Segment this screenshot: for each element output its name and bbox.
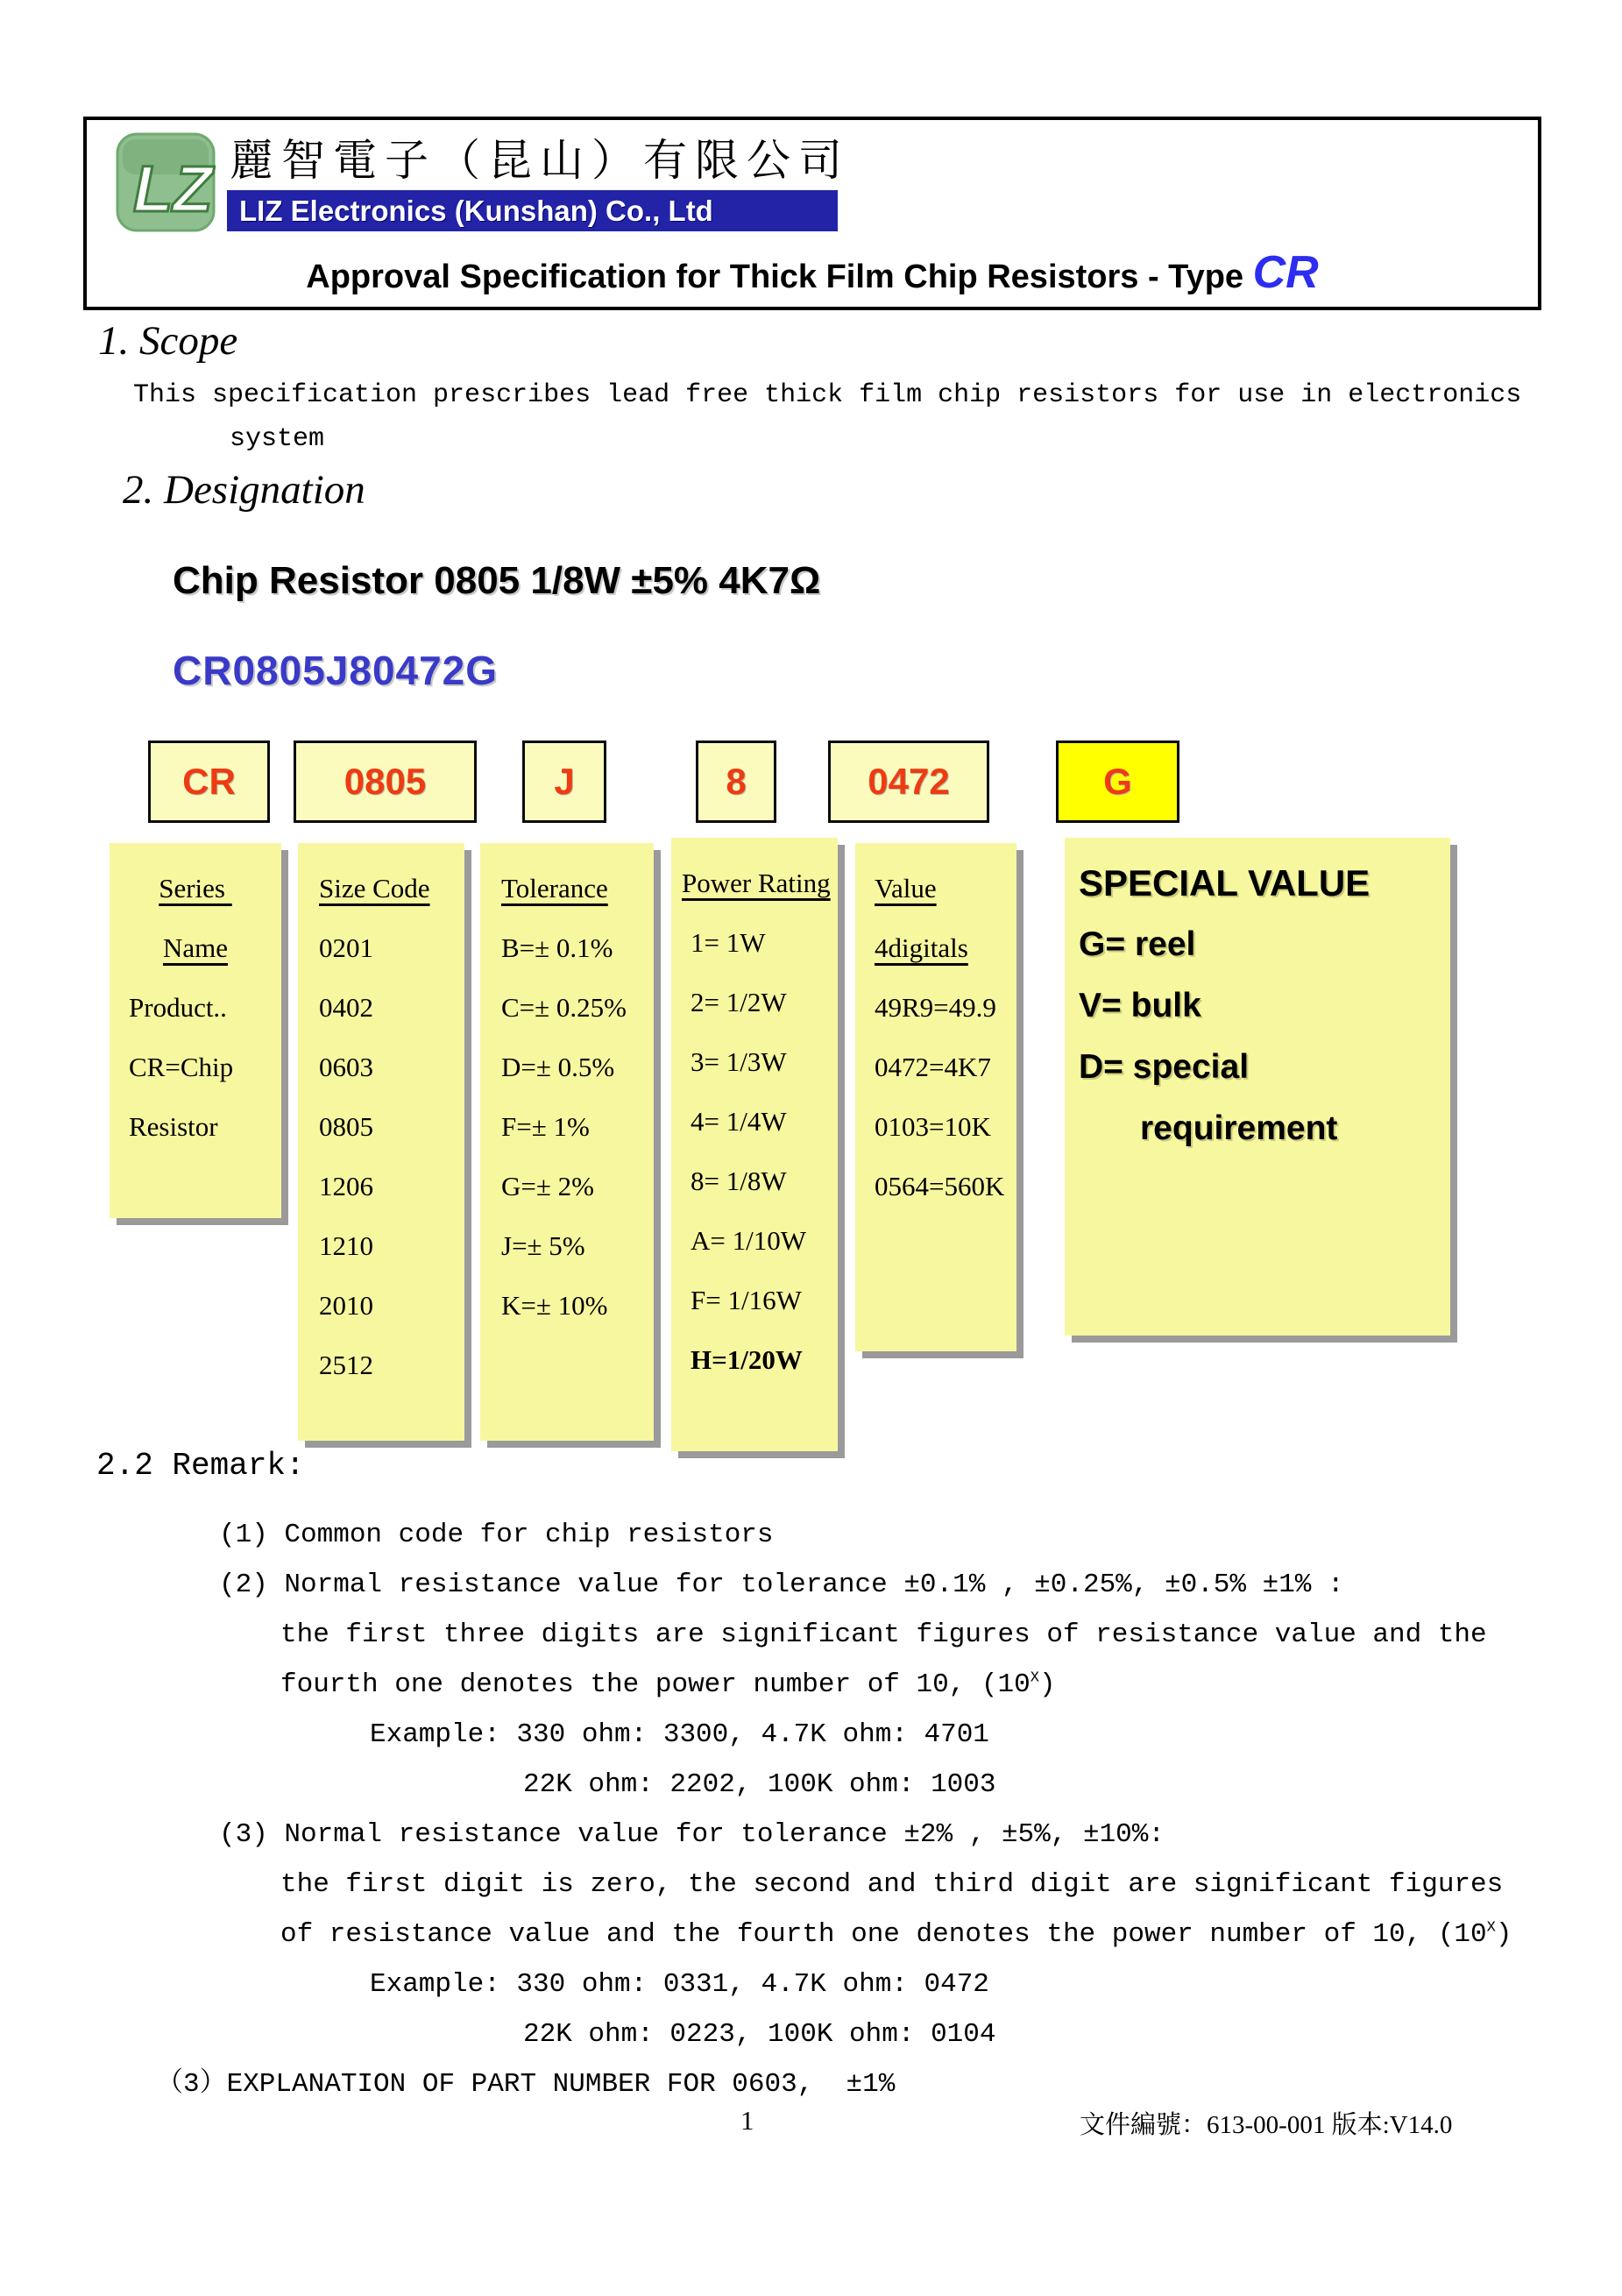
panel-tolerance-item: F=± 1% (501, 1111, 590, 1142)
panel-size-code-item: 0805 (319, 1111, 373, 1142)
remark-line: the first three digits are significant figures of resistance value and the (280, 1619, 1487, 1650)
panel-size-code-item: 0603 (319, 1052, 373, 1082)
panel-value-item: 0564=560K (875, 1171, 1005, 1201)
panel-size-code-item: 0402 (319, 992, 373, 1023)
panel-series-header: Name (162, 932, 229, 963)
remark-line: Example: 330 ohm: 3300, 4.7K ohm: 4701 (370, 1719, 989, 1750)
panel-size-code-item: 0201 (319, 932, 373, 963)
remark-line: 22K ohm: 2202, 100K ohm: 1003 (523, 1769, 996, 1800)
document-title-text: Approval Specification for Thick Film Chip Resistors - Type (306, 259, 1253, 295)
remark-section (96, 1448, 1586, 2113)
panel-special-value-item: D= special (1079, 1048, 1250, 1086)
panel-size-code-item: 1206 (319, 1171, 373, 1201)
panel-power-rating-header: Power Rating (682, 868, 831, 898)
section-1-scope-heading: 1. Scope (98, 318, 238, 364)
header (83, 117, 1541, 310)
scope-body-line2: system (230, 424, 325, 454)
code-box-j: J (522, 741, 606, 823)
panel-value-item: 0472=4K7 (875, 1052, 991, 1082)
remark-line: (2) Normal resistance value for tolerance ±0.1% , ±0.25%, ±0.5% ±1% : (219, 1570, 1344, 1600)
remark-line: Example: 330 ohm: 0331, 4.7K ohm: 0472 (370, 1969, 989, 2000)
panel-size-code-item: 1210 (319, 1230, 373, 1261)
panel-tolerance-item: D=± 0.5% (501, 1052, 615, 1082)
panel-series (110, 843, 281, 1218)
company-name-chinese: 麗智電子（昆山）有限公司 (230, 136, 850, 185)
remark-line: fourth one denotes the power number of 10, $(10^X)$ (280, 1669, 1056, 1700)
remark-heading: 2.2 Remark: (96, 1448, 305, 1484)
panel-tolerance-item: K=± 10% (501, 1290, 608, 1321)
page-number: 1 (740, 2105, 754, 2136)
part-number: CR0805J80472G (173, 648, 499, 693)
code-box-0472: 0472 (828, 741, 989, 823)
panel-power-rating-item: 3= 1/3W (691, 1046, 787, 1077)
logo-monogram: LZ (133, 152, 213, 225)
remark-line: the first digit is zero, the second and third digit are significant figures (280, 1869, 1504, 1900)
panel-series-item: Resistor (129, 1111, 218, 1142)
panel-value-header: 4digitals (875, 932, 968, 963)
code-box-g: G (1056, 741, 1179, 823)
panel-power-rating-item: 2= 1/2W (691, 987, 787, 1017)
panel-power-rating-item: F= 1/16W (691, 1285, 802, 1315)
panel-power-rating-item: 4= 1/4W (691, 1106, 787, 1137)
document-title (87, 246, 1538, 299)
code-box-8: 8 (696, 741, 776, 823)
panel-special-value-item: V= bulk (1079, 987, 1201, 1024)
panel-value-header: Value (875, 873, 937, 904)
remark-line: of resistance value and the fourth one denotes the power number of 10, $(10^X)$ (280, 1919, 1512, 1950)
panel-tolerance-item: G=± 2% (501, 1171, 594, 1201)
panel-power-rating (671, 838, 838, 1451)
superscript: X (1030, 1669, 1039, 1687)
panel-power-rating-item: A= 1/10W (691, 1225, 806, 1256)
panel-series-item: CR=Chip (129, 1052, 234, 1082)
panel-size-code-header: Size Code (319, 873, 430, 904)
code-box-cr: CR (148, 741, 270, 823)
panel-tolerance-item: C=± 0.25% (501, 992, 627, 1023)
panel-series-header: Series (159, 873, 232, 904)
remark-line: 22K ohm: 0223, 100K ohm: 0104 (523, 2019, 996, 2050)
panel-tolerance-header: Tolerance (501, 873, 608, 904)
superscript: X (1486, 1919, 1496, 1937)
company-name-bar (227, 190, 838, 231)
panel-tolerance (480, 843, 654, 1441)
panel-power-rating-item: H=1/20W (691, 1344, 803, 1375)
panel-special-value-item: G= reel (1079, 925, 1196, 963)
remark-line: （3）EXPLANATION OF PART NUMBER FOR 0603, ±1% (156, 2069, 896, 2100)
panel-special-value (1065, 838, 1450, 1336)
panel-size-code-item: 2010 (319, 1290, 373, 1321)
panel-power-rating-item: 1= 1W (691, 927, 766, 958)
company-name-english: LIZ Electronics (Kunshan) Co., Ltd (239, 194, 713, 227)
panel-tolerance-item: B=± 0.1% (501, 932, 613, 963)
panel-series-item: Product.. (129, 992, 227, 1023)
panel-value (855, 843, 1016, 1351)
remark-line: (1) Common code for chip resistors (219, 1520, 774, 1550)
remark-line: (3) Normal resistance value for tolerance ±2% , ±5%, ±10%: (219, 1819, 1165, 1850)
panel-special-value-item: requirement (1140, 1109, 1338, 1147)
scope-body-line1: This specification prescribes lead free thick film chip resistors for use in electronics (133, 380, 1522, 410)
designation-example-title: Chip Resistor 0805 1/8W ±5% 4K7Ω (173, 559, 821, 602)
panel-power-rating-item: 8= 1/8W (691, 1166, 787, 1196)
panel-tolerance-item: J=± 5% (501, 1230, 585, 1261)
document-title-type: CR (1252, 247, 1319, 298)
panel-size-code (298, 843, 464, 1441)
panel-value-item: 49R9=49.9 (875, 992, 996, 1023)
code-box-0805: 0805 (294, 741, 477, 823)
company-logo-icon (116, 132, 216, 232)
panel-size-code-item: 2512 (319, 1350, 373, 1380)
document-number-version: 文件編號：613-00-001 版本:V14.0 (1080, 2111, 1453, 2139)
panel-value-item: 0103=10K (875, 1111, 991, 1142)
section-2-designation-heading: 2. Designation (123, 467, 365, 513)
special-value-title: SPECIAL VALUE (1079, 862, 1371, 904)
